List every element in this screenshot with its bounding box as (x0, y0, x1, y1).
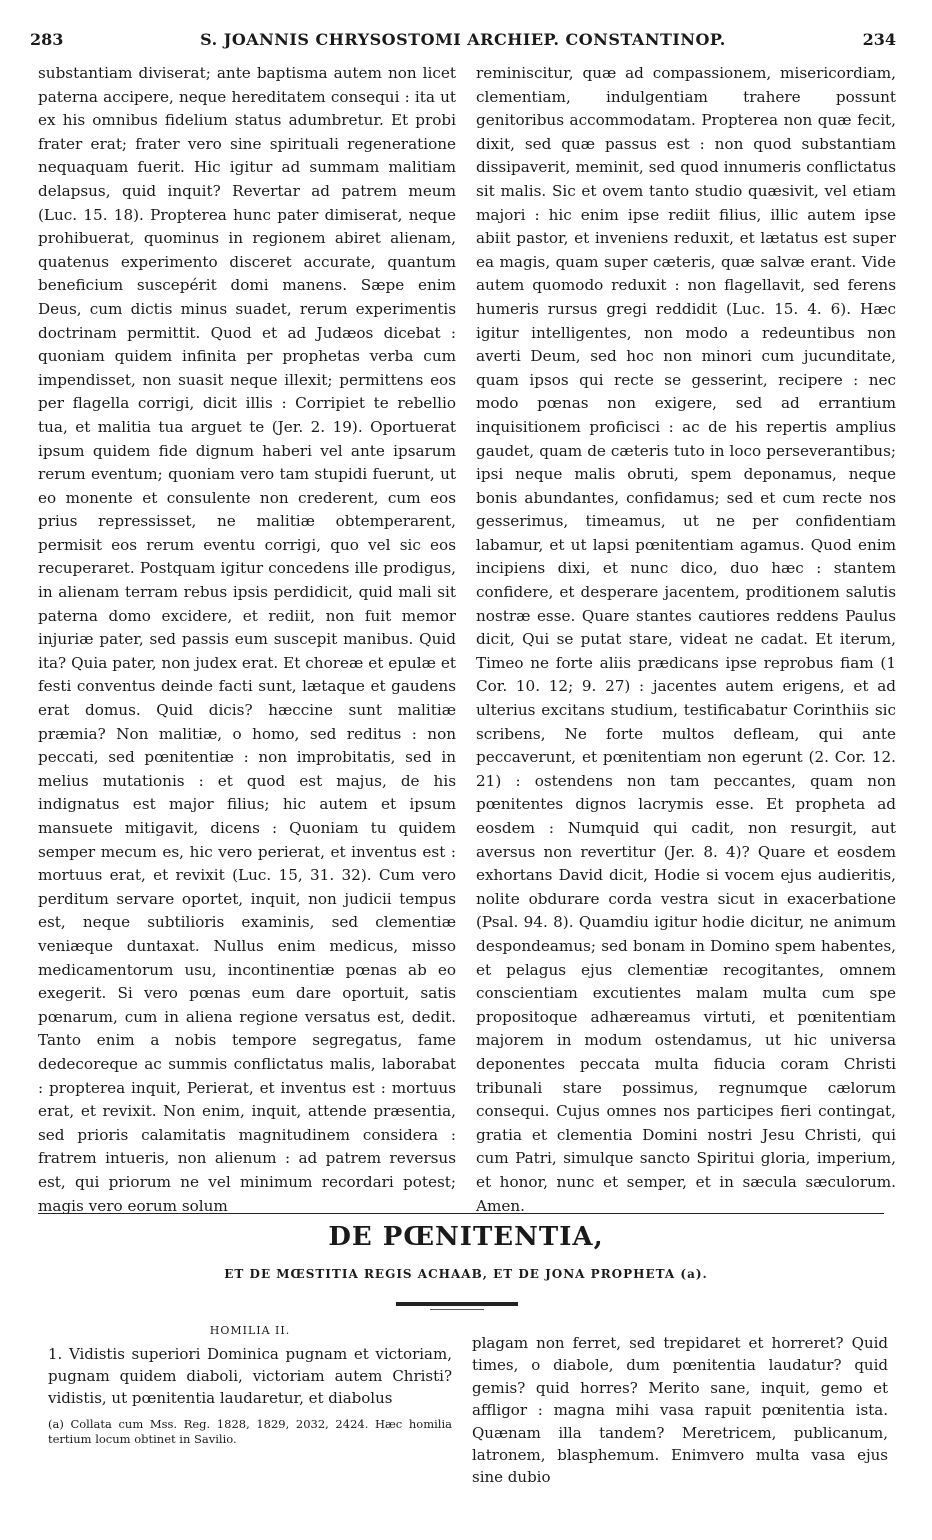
page-header (30, 30, 896, 56)
right-column-paragraph: reminiscitur, quæ ad compassionem, misericordiam, clementiam, indulgentiam trahere possunt genitoribus accommodatam. Propterea non quæ fecit, dixit, sed quæ passus est : non quod substantiam dissipaverit, meminit, sed quod innumeris conflictatus sit malis. Sic et ovem tanto studio quæsivit, vel etiam majori : hic enim ipse rediit filius, illic autem ipse abiit pastor, et inveniens reduxit, et lætatus est super ea magis, quam super cæteris, quæ salvæ erant. Vide autem quomodo reduxit : non flagellavit, sed ferens humeris rursus gregi reddidit (Luc. 15. 4. 6). Hæc igitur intelligentes, non modo a redeuntibus non averti Deum, sed hoc non minori cum jucunditate, quam ipsos qui recte se gesserint, recipere : nec modo pœnas non exigere, sed ad errantium inquisitionem proficisci : ac de his repertis amplius gaudet, quam de cæteris tuto in loco perseverantibus; ipsi neque malis obruti, spem deponamus, neque bonis abundantes, confidamus; sed et cum recte nos gesserimus, timeamus, ut ne per confidentiam labamur, et ut lapsi pœnitentiam agamus. Quod enim incipiens dixi, et nunc dico, duo hæc : stantem confidere, et desperare jacentem, proditionem salutis nostræ esse. Quare stantes cautiores reddens Paulus dicit, Qui se putat stare, videat ne cadat. Et iterum, Timeo ne forte aliis prædicans ipse reprobus fiam (1 Cor. 10. 12; 9. 27) : jacentes autem erigens, et ad ulterius excitans studium, testificabatur Corinthiis sic scribens, Ne forte multos defleam, qui ante peccaverunt, et pœnitentiam non egerunt (2. Cor. 12. 21) : ostendens non tam peccantes, quam non pœnitentes dignos lacrymis esse. Et propheta ad eosdem : Numquid qui cadit, non resurgit, aut aversus non revertitur (Jer. 8. 4)? Quare et eosdem exhortans David dicit, Hodie si vocem ejus audieritis, nolite obdurare corda vestra sicut in exacerbatione (Psal. 94. 8). Quamdiu igitur hodie dicitur, ne animum despondeamus; sed bonam in Domino spem habentes, et pelagus ejus clementiæ recogitantes, omnem conscientiam excutientes malam multa cum spe propositoque adhæreamus virtuti, et pœnitentiam majorem in modum ostendamus, ut hic universa deponentes peccata multa fiducia coram Christi tribunali stare possimus, regnumque cælorum consequi. Cujus omnes nos participes fieri contingat, gratia et clementia Domini nostri Jesu Christi, qui cum Patri, simulque sancto Spiritui gloria, imperium, et honor, nunc et semper, et in sæcula sæculorum. Amen. (476, 64, 896, 1215)
homily-opening-text: 1. Vidistis superiori Dominica pugnam et victoriam, pugnam quidem diaboli, victoriam autem Christi? vidistis, ut pœnitentia laudaretur, et diabolus (48, 1345, 452, 1407)
page-number-right: 234 (862, 30, 896, 49)
homily-left-column (48, 1324, 452, 1447)
section-divider (38, 1213, 884, 1214)
left-column (38, 62, 456, 1218)
footnote: (a) Collata cum Mss. Reg. 1828, 1829, 2032, 2424. Hæc homilia tertium locum obtinet in Savilio. (48, 1417, 452, 1446)
section-subtitle: ET DE MŒSTITIA REGIS ACHAAB, ET DE JONA PROPHETA (a). (224, 1267, 708, 1281)
homily-label: HOMILIA II. (209, 1324, 291, 1337)
page-number-left: 283 (30, 30, 64, 49)
right-column (476, 62, 896, 1218)
homily-right-column: plagam non ferret, sed trepidaret et horreret? Quid times, o diabole, dum pœnitentia laudatur? quid gemis? quid horres? Merito sane, inquit, gemo et affligor : magna mihi vasa rapuit pœnitentia ista. Quænam illa tandem? Meretricem, publicanum, latronem, blasphemum. Enimvero multa vasa ejus sine dubio (472, 1334, 888, 1487)
title-ornament-rule (396, 1302, 518, 1306)
section-title: DE PŒNITENTIA, (328, 1222, 604, 1252)
title-ornament-rule-thin (430, 1309, 484, 1310)
left-column-paragraph: substantiam diviserat; ante baptisma autem non licet paterna accipere, neque hereditatem consequi : ita ut ex his omnibus fidelium status adumbretur. Et probi frater erat; frater vero sine spirituali regeneratione nequaquam fuerit. Hic igitur ad summam malitiam delapsus, quid inquit? Revertar ad patrem meum (Luc. 15. 18). Propterea hunc pater dimiserat, neque prohibuerat, quominus in regionem abiret alienam, quatenus experimento disceret accurate, quantum beneficium suscepérit domi manens. Sæpe enim Deus, cum dictis minus suadet, rerum experimentis doctrinam permittit. Quod et ad Judæos dicebat : quoniam quidem infinita per prophetas verba cum impendisset, non suasit neque illexit; permittens eos per flagella corrigi, dicit illis : Corripiet te rebellio tua, et malitia tua arguet te (Jer. 2. 19). Oportuerat ipsum quidem fide dignum haberi vel ante ipsarum rerum eventum; quoniam vero tam stupidi fuerunt, ut eo monente et consulente non crederent, cum eos prius repressisset, ne malitiæ obtemperarent, permisit eos rerum eventu corrigi, quo vel sic eos recuperaret. Postquam igitur concedens ille prodigus, in alienam terram rebus ipsis perdidicit, quid mali sit paterna domo excidere, et rediit, non fuit memor injuriæ pater, sed passis eum suscepit manibus. Quid ita? Quia pater, non judex erat. Et choreæ et epulæ et festi conventus deinde facti sunt, lætaque et gaudens erat domus. Quid dicis? hæccine sunt malitiæ præmia? Non malitiæ, o homo, sed reditus : non peccati, sed pœnitentiæ : non improbitatis, sed in melius mutationis : et quod est majus, de his indignatus est major filius; hic autem et ipsum mansuete mitigavit, dicens : Quoniam tu quidem semper mecum es, hic vero perierat, et inventus est : mortuus erat, et revixit (Luc. 15, 31. 32). Cum vero perditum servare oportet, inquit, non judicii tempus est, neque subtilioris examinis, sed clementiæ veniæque duntaxat. Nullus enim medicus, misso medicamentorum usu, incontinentiæ pœnas ab eo exegerit. Si vero pœnas eum dare oportuit, satis pœnarum, cum in aliena regione versatus est, dedit. Tanto enim a nobis tempore segregatus, fame dedecoreque ac summis conflictatus malis, laborabat : propterea inquit, Perierat, et inventus est : mortuus erat, et revixit. Non enim, inquit, attende præsentia, sed prioris calamitatis magnitudinem considera : fratrem intueris, non alienum : ad patrem reversus est, qui priorum ne vel minimum recordari potest; magis vero eorum solum (38, 64, 456, 1215)
running-title: S. JOANNIS CHRYSOSTOMI ARCHIEP. CONSTANTINOP. (200, 30, 726, 49)
